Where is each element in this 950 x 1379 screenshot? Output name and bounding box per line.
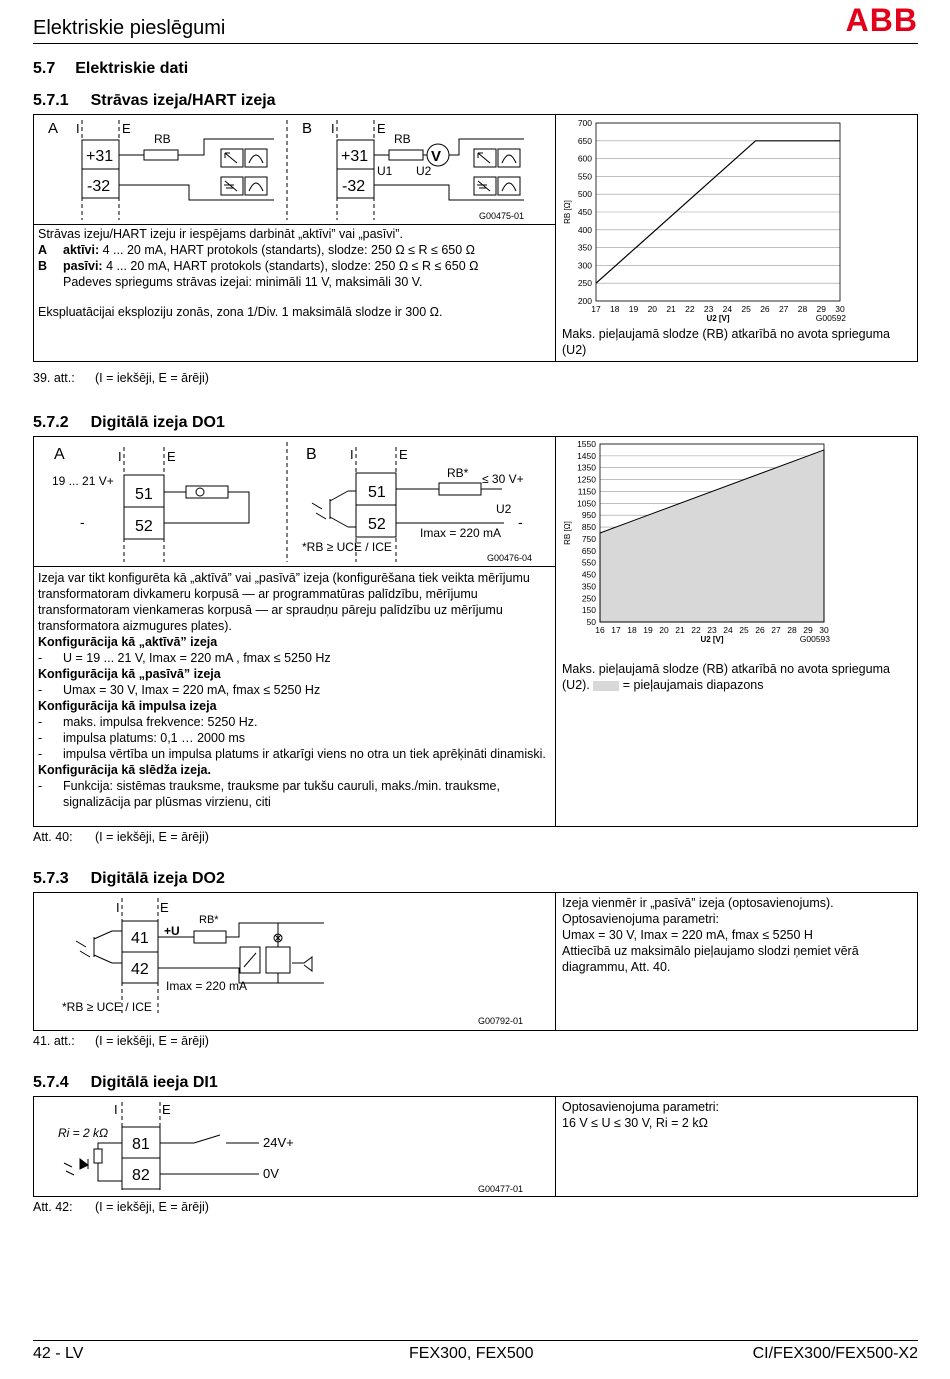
item-text: 4 ... 20 mA, HART protokols (standarts), slodze: 250 Ω ≤ R ≤ 650 Ω bbox=[106, 259, 479, 273]
chart-caption: Maks. pieļaujamā slodze (RB) atkarībā no avota sprieguma (U2) bbox=[562, 327, 890, 357]
terminal-41: 41 bbox=[131, 930, 149, 947]
section-5-7-1 bbox=[33, 92, 276, 110]
allowed-area bbox=[600, 450, 824, 622]
y-tick-label: 250 bbox=[577, 278, 592, 289]
y-tick-label: 1350 bbox=[577, 462, 596, 473]
section-number: 5.7.1 bbox=[33, 92, 69, 109]
y-tick-label: 950 bbox=[581, 510, 596, 521]
figure-caption bbox=[33, 1199, 209, 1215]
figure-caption-text: (I = iekšēji, E = ārēji) bbox=[95, 1200, 209, 1214]
x-tick-label: 17 bbox=[591, 304, 601, 314]
key-bold: aktīvi: bbox=[63, 243, 100, 257]
list-item bbox=[38, 746, 552, 762]
label-rb: RB bbox=[154, 132, 171, 146]
x-tick-label: 19 bbox=[643, 625, 653, 635]
abb-logo: ABB bbox=[845, 2, 918, 38]
item-a bbox=[38, 242, 553, 258]
legend-swatch bbox=[593, 681, 619, 691]
x-axis-label: U2 [V] bbox=[706, 314, 730, 323]
heading: Konfigurācija kā impulsa izeja bbox=[38, 699, 217, 713]
label-e: E bbox=[167, 449, 176, 464]
label-u1: U1 bbox=[377, 164, 393, 178]
label-supply: 19 ... 21 V+ bbox=[52, 474, 114, 488]
do1-circuit-diagram bbox=[34, 437, 554, 567]
label-u2: U2 bbox=[496, 502, 512, 516]
x-tick-label: 18 bbox=[627, 625, 637, 635]
label-i: I bbox=[331, 121, 335, 136]
label-imax: Imax = 220 mA bbox=[166, 979, 248, 993]
x-tick-label: 24 bbox=[723, 625, 733, 635]
do1-text bbox=[38, 570, 552, 810]
page-number: 42 - LV bbox=[33, 1345, 84, 1362]
y-tick-label: 1450 bbox=[577, 450, 596, 461]
terminal-52: 52 bbox=[368, 516, 386, 533]
x-tick-label: 23 bbox=[707, 625, 717, 635]
list-item-text: impulsa platums: 0,1 … 2000 ms bbox=[63, 731, 246, 745]
terminal-52: 52 bbox=[135, 518, 153, 535]
product-name: FEX300, FEX500 bbox=[409, 1345, 534, 1362]
x-tick-label: 20 bbox=[647, 304, 658, 314]
terminal-plus31: +31 bbox=[86, 148, 114, 165]
list-item bbox=[38, 682, 552, 698]
label-e: E bbox=[160, 900, 169, 915]
section-title: Elektriskie dati bbox=[75, 60, 189, 77]
section-number: 5.7.3 bbox=[33, 870, 69, 887]
item-b-extra: Padeves spriegums strāvas izejai: minimāli 11 V, maksimāli 30 V. bbox=[63, 275, 423, 289]
bullet: - bbox=[38, 747, 43, 761]
x-axis-label: U2 [V] bbox=[700, 635, 724, 644]
y-tick-label: 550 bbox=[577, 171, 592, 182]
y-tick-label: 750 bbox=[581, 533, 596, 544]
key: A bbox=[38, 243, 48, 257]
x-tick-label: 26 bbox=[755, 625, 765, 635]
section-5-7-4 bbox=[33, 1074, 218, 1092]
label-0v: 0V bbox=[263, 1166, 279, 1181]
figure-code: G00592 bbox=[815, 313, 846, 323]
y-axis-label: RB [Ω] bbox=[563, 521, 572, 545]
document-id: CI/FEX300/FEX500-X2 bbox=[752, 1345, 918, 1362]
y-tick-label: 200 bbox=[577, 296, 592, 306]
x-tick-label: 27 bbox=[778, 304, 789, 314]
list-item-text: Funkcija: sistēmas trauksme, trauksme par tukšu cauruli, maks./min. trauksme, signalizācija par plūsmas virzienu, citi bbox=[63, 779, 500, 809]
label-a: A bbox=[48, 120, 59, 137]
label-imax: Imax = 220 mA bbox=[420, 526, 502, 540]
label-e: E bbox=[162, 1102, 171, 1117]
x-tick-label: 17 bbox=[611, 625, 621, 635]
section-title: Strāvas izeja/HART izeja bbox=[90, 92, 276, 109]
figure-code: G00792-01 bbox=[478, 1016, 524, 1026]
terminal-82: 82 bbox=[132, 1167, 150, 1184]
chart-rb-vs-u2 bbox=[556, 115, 917, 323]
terminal-minus32: -32 bbox=[342, 178, 366, 195]
x-tick-label: 27 bbox=[771, 625, 781, 635]
terminal-81: 81 bbox=[132, 1136, 150, 1153]
text-line: Optosavienojuma parametri: bbox=[562, 912, 720, 926]
figure-code: G00476-04 bbox=[487, 553, 533, 563]
label-i: I bbox=[350, 447, 354, 462]
do2-text bbox=[562, 895, 912, 975]
item-text: 4 ... 20 mA, HART protokols (standarts), slodze: 250 Ω ≤ R ≤ 650 Ω bbox=[102, 243, 476, 257]
label-b: B bbox=[306, 446, 317, 463]
item-b bbox=[38, 258, 553, 274]
list-item bbox=[38, 650, 552, 666]
x-tick-label: 29 bbox=[816, 304, 826, 314]
hart-text bbox=[38, 226, 553, 320]
text-line: Optosavienojuma parametri: bbox=[562, 1100, 720, 1114]
label-plus-u: +U bbox=[164, 924, 180, 938]
section-5-7-3 bbox=[33, 870, 225, 888]
figure-code: G00475-01 bbox=[479, 211, 525, 221]
section-title: Digitālā izeja DO2 bbox=[90, 870, 225, 887]
x-tick-label: 26 bbox=[760, 304, 770, 314]
key-bold: pasīvi: bbox=[63, 259, 103, 273]
voltmeter-icon: V bbox=[431, 148, 442, 165]
list-item-text: U = 19 ... 21 V, Imax = 220 mA , fmax ≤ 5250 Hz bbox=[63, 651, 331, 665]
label-e: E bbox=[377, 121, 386, 136]
figure-code: G00593 bbox=[799, 634, 830, 644]
x-tick-label: 22 bbox=[691, 625, 701, 635]
label-minus: - bbox=[518, 514, 523, 530]
figure-caption-text: (I = iekšēji, E = ārēji) bbox=[95, 1034, 209, 1048]
diagram-rule bbox=[34, 224, 555, 225]
figure-caption bbox=[33, 829, 209, 845]
figure-number: Att. 42: bbox=[33, 1200, 73, 1214]
x-tick-label: 30 bbox=[835, 304, 845, 314]
label-b: B bbox=[302, 120, 313, 137]
heading: Konfigurācija kā „pasīvā” izeja bbox=[38, 667, 221, 681]
y-tick-label: 650 bbox=[581, 545, 596, 556]
figure-number: 41. att.: bbox=[33, 1034, 75, 1048]
label-ri: Ri = 2 kΩ bbox=[58, 1126, 109, 1140]
section-title: Digitālā izeja DO1 bbox=[90, 414, 225, 431]
y-tick-label: 350 bbox=[581, 581, 596, 592]
x-tick-label: 25 bbox=[741, 304, 751, 314]
figure-number: 39. att.: bbox=[33, 371, 75, 385]
label-rb: RB* bbox=[199, 914, 219, 926]
y-tick-label: 50 bbox=[586, 617, 596, 627]
hart-circuit-diagram bbox=[34, 115, 554, 225]
x-tick-label: 22 bbox=[685, 304, 695, 314]
list-item-text: impulsa vērtība un impulsa platums ir atkarīgi viens no otra un tiek aprēķināti dinamiski. bbox=[63, 747, 546, 761]
label-minus: - bbox=[80, 514, 85, 530]
y-tick-label: 450 bbox=[581, 569, 596, 580]
y-tick-label: 350 bbox=[577, 242, 592, 253]
terminal-minus32: -32 bbox=[87, 178, 111, 195]
figure-caption bbox=[33, 1033, 209, 1049]
text-line: Izeja vienmēr ir „pasīvā” izeja (optosavienojums). bbox=[562, 896, 834, 910]
label-u2: U2 bbox=[416, 164, 432, 178]
figure-caption-text: (I = iekšēji, E = ārēji) bbox=[95, 371, 209, 385]
chart-caption-text: Maks. pieļaujamā slodze (RB) atkarībā no avota sprieguma (U2). bbox=[562, 662, 890, 692]
text-line: 16 V ≤ U ≤ 30 V, Ri = 2 kΩ bbox=[562, 1116, 708, 1130]
bullet: - bbox=[38, 683, 43, 697]
chart-caption bbox=[562, 661, 912, 693]
x-tick-label: 29 bbox=[803, 625, 813, 635]
terminal-51: 51 bbox=[368, 484, 386, 501]
list-item bbox=[38, 730, 552, 746]
terminal-plus31: +31 bbox=[341, 148, 369, 165]
x-tick-label: 18 bbox=[610, 304, 620, 314]
x-tick-label: 21 bbox=[675, 625, 685, 635]
diagram-rule bbox=[34, 566, 555, 567]
figure-caption bbox=[33, 370, 209, 386]
formula: *RB ≥ UCE / ICE bbox=[62, 1000, 152, 1014]
section-5-7 bbox=[33, 60, 188, 78]
bullet: - bbox=[38, 731, 43, 745]
heading: Konfigurācija kā „aktīvā” izeja bbox=[38, 635, 218, 649]
header-rule bbox=[33, 43, 918, 44]
y-tick-label: 850 bbox=[581, 522, 596, 533]
y-tick-label: 700 bbox=[577, 118, 592, 128]
x-tick-label: 24 bbox=[722, 304, 733, 314]
label-24v: 24V+ bbox=[263, 1135, 294, 1150]
x-tick-label: 25 bbox=[739, 625, 749, 635]
ex-note: Ekspluatācijai eksploziju zonās, zona 1/Div. 1 maksimālā slodze ir 300 Ω. bbox=[38, 305, 443, 319]
x-tick-label: 20 bbox=[659, 625, 669, 635]
y-tick-label: 300 bbox=[577, 260, 592, 271]
x-tick-label: 28 bbox=[797, 304, 808, 314]
heading: Konfigurācija kā slēdža izeja. bbox=[38, 763, 211, 777]
y-tick-label: 650 bbox=[577, 135, 592, 146]
do2-circuit-diagram bbox=[34, 893, 554, 1029]
divider bbox=[555, 1096, 556, 1197]
y-tick-label: 500 bbox=[577, 189, 592, 200]
label-i: I bbox=[116, 900, 120, 915]
label-i: I bbox=[114, 1102, 118, 1117]
list-item-text: Umax = 30 V, Imax = 220 mA, fmax ≤ 5250 Hz bbox=[63, 683, 321, 697]
bullet: - bbox=[38, 715, 43, 729]
section-title: Digitālā ieeja DI1 bbox=[90, 1074, 218, 1091]
chart-rb-range bbox=[556, 437, 917, 652]
label-rb: RB bbox=[394, 132, 411, 146]
y-tick-label: 600 bbox=[577, 153, 592, 164]
y-tick-label: 400 bbox=[577, 224, 592, 235]
formula: *RB ≥ UCE / ICE bbox=[302, 540, 392, 554]
y-axis-label: RB [Ω] bbox=[563, 200, 572, 224]
label-30v: ≤ 30 V+ bbox=[482, 472, 524, 486]
x-tick-label: 23 bbox=[703, 304, 714, 314]
y-tick-label: 550 bbox=[581, 557, 596, 568]
di1-text bbox=[562, 1099, 912, 1131]
page-header-title: Elektriskie pieslēgumi bbox=[33, 17, 226, 39]
label-i: I bbox=[76, 121, 80, 136]
text-line: Umax = 30 V, Imax = 220 mA, fmax ≤ 5250 H bbox=[562, 928, 813, 942]
x-tick-label: 16 bbox=[595, 625, 605, 635]
text-line: Strāvas izeju/HART izeju ir iespējams darbināt „aktīvi” vai „pasīvi”. bbox=[38, 227, 403, 241]
label-e: E bbox=[399, 447, 408, 462]
y-tick-label: 1050 bbox=[577, 498, 596, 509]
label-a: A bbox=[54, 446, 65, 463]
bullet: - bbox=[38, 651, 43, 665]
di1-circuit-diagram bbox=[34, 1097, 554, 1196]
footer-rule bbox=[33, 1340, 918, 1341]
y-tick-label: 1150 bbox=[577, 486, 596, 497]
terminal-42: 42 bbox=[131, 961, 149, 978]
divider bbox=[555, 892, 556, 1031]
list-item-text: maks. impulsa frekvence: 5250 Hz. bbox=[63, 715, 258, 729]
bullet: - bbox=[38, 779, 43, 793]
x-tick-label: 28 bbox=[787, 625, 797, 635]
intro: Izeja var tikt konfigurēta kā „aktīvā” vai „pasīvā” izeja (konfigurēšana tiek veikta mērījumu transformatoram divkameru korpusā — ar programmatūras palīdzību, mērījumu transformatoram vienkameras korpusā — ar spraudņu pāreju palīdzību uz mērījumu transformatora aizmugures plates). bbox=[38, 571, 530, 633]
list-item bbox=[38, 714, 552, 730]
figure-code: G00477-01 bbox=[478, 1184, 524, 1194]
terminal-51: 51 bbox=[135, 486, 153, 503]
x-tick-label: 19 bbox=[628, 304, 639, 314]
key: B bbox=[38, 259, 48, 273]
label-i: I bbox=[118, 449, 122, 464]
figure-number: Att. 40: bbox=[33, 830, 73, 844]
y-tick-label: 1550 bbox=[577, 439, 596, 449]
section-number: 5.7.4 bbox=[33, 1074, 69, 1091]
legend-text: = pieļaujamais diapazons bbox=[622, 678, 764, 692]
y-tick-label: 450 bbox=[577, 207, 592, 217]
section-number: 5.7 bbox=[33, 60, 56, 77]
y-tick-label: 1250 bbox=[577, 474, 596, 485]
text-line: Attiecībā uz maksimālo pieļaujamo slodzi ņemiet vērā diagrammu, Att. 40. bbox=[562, 944, 859, 974]
x-tick-label: 30 bbox=[819, 625, 829, 635]
list-item bbox=[38, 778, 552, 810]
y-tick-label: 150 bbox=[581, 605, 596, 616]
section-number: 5.7.2 bbox=[33, 414, 69, 431]
figure-caption-text: (I = iekšēji, E = ārēji) bbox=[95, 830, 209, 844]
y-tick-label: 250 bbox=[581, 593, 596, 604]
label-rb: RB* bbox=[447, 466, 469, 480]
x-tick-label: 21 bbox=[666, 304, 676, 314]
section-5-7-2 bbox=[33, 414, 225, 432]
label-e: E bbox=[122, 121, 131, 136]
